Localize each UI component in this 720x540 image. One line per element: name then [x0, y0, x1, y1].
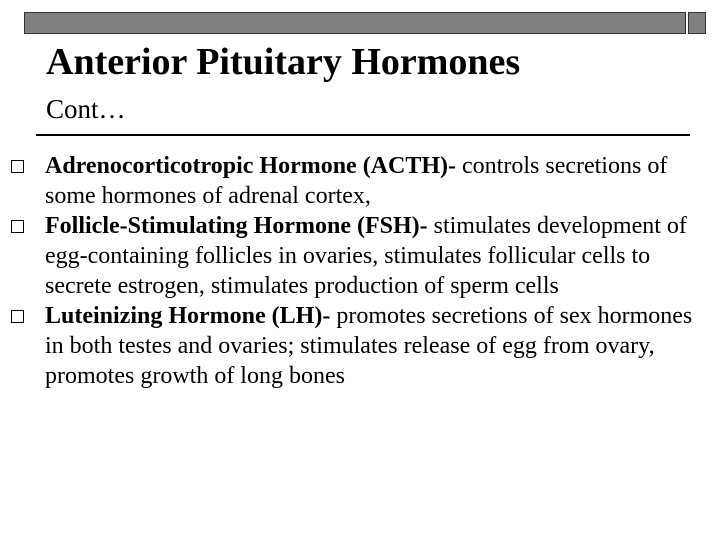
- hormone-description: stimulates development of egg-containing follicles in ovaries, stimulates follicular cells to secrete estrogen, stimulates production of sperm cells: [45, 213, 687, 299]
- slide-title: Anterior Pituitary Hormones: [46, 41, 521, 83]
- bullet-list: [0, 151, 720, 391]
- header-decor-square: [688, 12, 706, 34]
- hormone-term: Adrenocorticotropic Hormone (ACTH)-: [45, 153, 457, 179]
- bullet-item-fsh: [0, 211, 720, 301]
- bullet-item-acth: [0, 151, 720, 211]
- hormone-term: Follicle-Stimulating Hormone (FSH)-: [45, 213, 428, 239]
- square-bullet-icon: [11, 220, 24, 233]
- hormone-description: promotes secretions of sex hormones in both testes and ovaries; stimulates release of egg from ovary, promotes growth of long bones: [45, 303, 693, 389]
- bullet-item-lh: [0, 301, 720, 391]
- title-divider: [36, 134, 690, 136]
- header-decor-bar: [24, 12, 686, 34]
- hormone-term: Luteinizing Hormone (LH)-: [45, 303, 331, 329]
- hormone-description: controls secretions of some hormones of adrenal cortex,: [45, 153, 668, 209]
- slide-subtitle: Cont…: [46, 94, 126, 124]
- square-bullet-icon: [11, 160, 24, 173]
- square-bullet-icon: [11, 310, 24, 323]
